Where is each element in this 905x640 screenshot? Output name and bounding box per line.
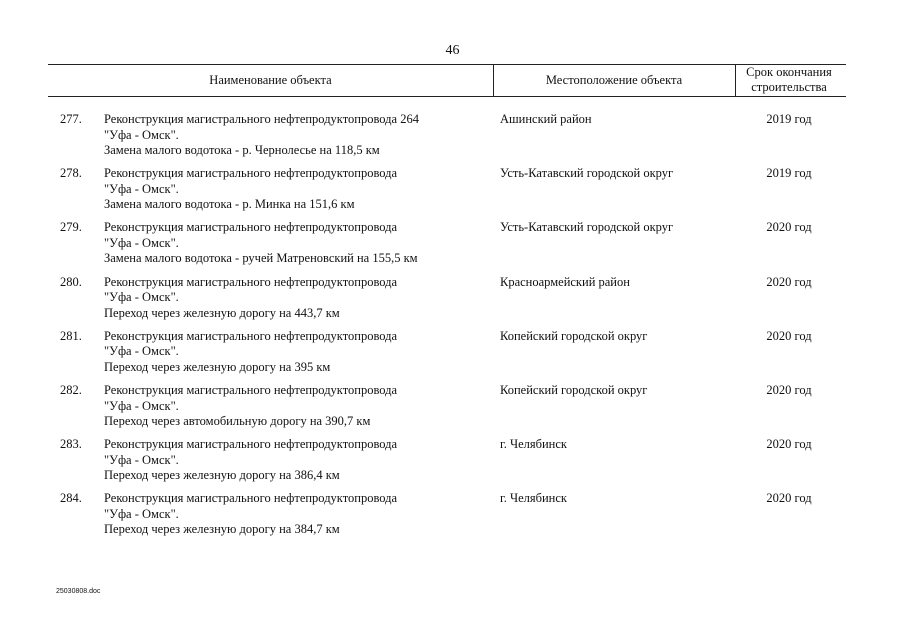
object-name-line: "Уфа - Омск". [104, 506, 179, 521]
object-name-line: Реконструкция магистрального нефтепродуктопровода [104, 383, 398, 397]
object-name-line: "Уфа - Омск". [104, 181, 179, 196]
object-name-line: Реконструкция магистрального нефтепродуктопровода [104, 491, 398, 506]
construction-deadline: 2020 год [766, 383, 812, 397]
table-header-top-rule [48, 64, 846, 65]
object-name [104, 329, 479, 376]
row-number: 278. [60, 166, 82, 181]
construction-deadline: 2019 год [766, 112, 812, 126]
construction-deadline: 2020 год [766, 491, 812, 506]
construction-deadline: 2020 год [766, 328, 812, 343]
object-name-line: Реконструкция магистрального нефтепродуктопровода [104, 220, 398, 235]
column-header-deadline-line2: строительства [751, 80, 827, 94]
object-location: г. Челябинск [500, 437, 567, 452]
object-name-line: "Уфа - Омск". [104, 235, 179, 250]
row-number: 279. [60, 220, 82, 235]
object-location: Копейский городской округ [500, 328, 648, 343]
table-row [0, 383, 905, 437]
object-name-line: Реконструкция магистрального нефтепродуктопровода [104, 328, 398, 343]
object-name-line: "Уфа - Омск". [104, 290, 179, 305]
object-location: Ашинский район [500, 112, 592, 126]
object-name-line: Замена малого водотока - р. Минка на 151,6 км [104, 197, 355, 212]
table-row [0, 112, 905, 166]
object-name [104, 491, 479, 538]
object-name-line: Реконструкция магистрального нефтепродуктопровода [104, 437, 398, 452]
row-number: 280. [60, 274, 82, 289]
column-header-location: Местоположение объекта [545, 73, 683, 87]
construction-deadline: 2019 год [766, 166, 812, 181]
column-header-deadline [735, 65, 843, 95]
row-number: 281. [60, 328, 82, 343]
object-location: Красноармейский район [500, 274, 630, 289]
object-location: г. Челябинск [500, 491, 567, 506]
row-number: 283. [60, 437, 82, 452]
table-row [0, 166, 905, 220]
construction-deadline: 2020 год [766, 220, 812, 235]
object-name-line: Переход через железную дорогу на 386,4 км [104, 468, 340, 483]
construction-deadline: 2020 год [766, 274, 812, 289]
column-header-deadline-line1: Срок окончания [746, 65, 832, 79]
table-row [0, 220, 905, 274]
object-name-line: Переход через железную дорогу на 443,7 км [104, 305, 340, 320]
object-name-line: Замена малого водотока - ручей Матреновский на 155,5 км [104, 251, 418, 266]
object-name-line: Переход через железную дорогу на 384,7 км [104, 522, 340, 537]
table-row [0, 275, 905, 329]
construction-deadline: 2020 год [766, 437, 812, 452]
object-name-line: Замена малого водотока - р. Чернолесье на 118,5 км [104, 143, 380, 157]
object-location: Усть-Катавский городской округ [500, 166, 674, 181]
object-name-line: Реконструкция магистрального нефтепродуктопровода [104, 274, 398, 289]
object-name-line: "Уфа - Омск". [104, 452, 179, 467]
table-header-bottom-rule [48, 96, 846, 97]
object-name [104, 383, 479, 430]
column-header-name: Наименование объекта [209, 73, 332, 87]
object-name [104, 437, 479, 484]
table-row [0, 491, 905, 545]
object-location: Копейский городской округ [500, 383, 648, 397]
table-row [0, 329, 905, 383]
object-name [104, 275, 479, 322]
object-name-line: "Уфа - Омск". [104, 398, 179, 413]
object-name-line: Реконструкция магистрального нефтепродуктопровода [104, 166, 398, 181]
table-row [0, 437, 905, 491]
document-filename: 25030808.doc [56, 588, 101, 595]
object-name-line: "Уфа - Омск". [104, 127, 179, 142]
object-name-line: Реконструкция магистрального нефтепродуктопровода 264 [104, 112, 419, 126]
object-name [104, 166, 479, 213]
object-name-line: Переход через автомобильную дорогу на 390,7 км [104, 414, 371, 428]
object-name-line: Переход через железную дорогу на 395 км [104, 359, 331, 374]
row-number: 284. [60, 491, 82, 506]
object-name [104, 220, 479, 267]
object-location: Усть-Катавский городской округ [500, 220, 674, 235]
object-name-line: "Уфа - Омск". [104, 344, 179, 359]
row-number: 277. [60, 112, 82, 126]
row-number: 282. [60, 383, 82, 397]
page-number: 46 [445, 43, 460, 58]
object-name [104, 112, 479, 159]
